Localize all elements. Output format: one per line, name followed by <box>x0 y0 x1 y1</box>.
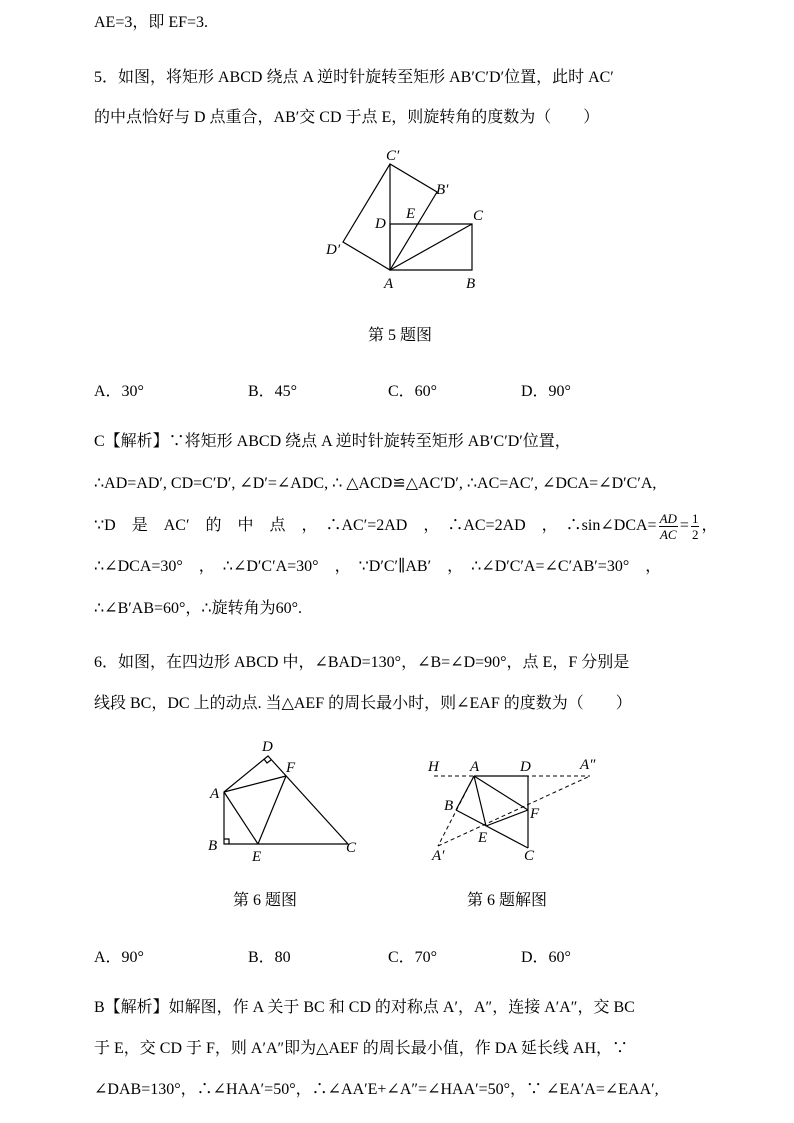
q6-option-d: D．60° <box>521 949 571 966</box>
solution-6-line-2: 于 E，交 CD 于 F，则 A′A″即为△AEF 的周长最小值，作 DA 延长线 AH，∵ <box>94 1040 629 1057</box>
solution-5-line-3-end: ， <box>701 517 718 534</box>
fig6sol-label-f: F <box>530 806 540 822</box>
fig6sol-label-b: B <box>444 798 454 814</box>
q5-option-c: C．60° <box>388 383 438 400</box>
fig6-label-f: F <box>286 760 296 776</box>
fig5-label-a: A <box>384 276 394 292</box>
q5-option-d: D．90° <box>521 383 571 400</box>
fig5-label-b-prime: B′ <box>436 182 449 198</box>
solution-5-line-1: C【解析】∵将矩形 ABCD 绕点 A 逆时针旋转至矩形 AB′C′D′位置， <box>94 433 571 450</box>
fig6sol-label-a-double-prime: A″ <box>580 757 596 773</box>
fraction-one-half-numerator: 1 <box>691 510 699 526</box>
equals-sign: = <box>679 517 689 534</box>
fig6sol-label-h: H <box>428 759 439 775</box>
fig6sol-label-d: D <box>520 759 531 775</box>
figure-6-solution-caption: 第 6 题解图 <box>467 892 548 909</box>
figure-6-caption: 第 6 题图 <box>233 892 298 909</box>
q6-option-c: C．70° <box>388 949 438 966</box>
figure-5-diagram <box>320 150 500 300</box>
fig6-label-e: E <box>252 849 262 865</box>
text-line-0: AE=3，即 EF=3. <box>94 14 209 31</box>
q5-option-b: B．45° <box>248 383 298 400</box>
solution-5-line-5: ∴∠B′AB=60°，∴旋转角为60°. <box>94 600 302 617</box>
solution-5-line-3 <box>94 508 717 544</box>
fraction-one-half <box>691 511 700 542</box>
fraction-ad-ac-numerator: AD <box>659 510 677 526</box>
q5-option-a: A．30° <box>94 383 144 400</box>
solution-5-line-2: ∴AD=AD′, CD=C′D′, ∠D′=∠ADC, ∴ △ACD≌△AC′D′, ∴AC=AC′, ∠DCA=∠D′C′A, <box>94 475 657 492</box>
solution-6-line-3: ∠DAB=130°，∴∠HAA′=50°，∴∠AA′E+∠A″=∠HAA′=50°，∵ ∠EA′A=∠EAA′, <box>94 1081 659 1098</box>
fig5-label-d: D <box>375 216 386 232</box>
fig5-label-b: B <box>466 276 476 292</box>
figure-6-solution-diagram <box>420 752 620 867</box>
fig6-label-b: B <box>208 838 218 854</box>
fig5-label-e: E <box>406 206 416 222</box>
fig5-label-d-prime: D′ <box>326 242 341 258</box>
fraction-ad-ac <box>659 511 678 542</box>
fig6-label-c: C <box>346 840 357 856</box>
solution-5-line-4: ∴∠DCA=30° ， ∴∠D′C′A=30° ， ∵D′C′∥AB′ ， ∴∠D′C′A=∠C′AB′=30° ， <box>94 558 662 575</box>
solution-6-line-1: B【解析】如解图，作 A 关于 BC 和 CD 的对称点 A′，A″，连接 A′A″，交 BC <box>94 999 635 1016</box>
fig5-label-c-prime: C′ <box>386 148 400 164</box>
fig6sol-label-e: E <box>478 830 488 846</box>
fraction-ad-ac-denominator: AC <box>659 526 677 542</box>
fraction-one-half-denominator: 2 <box>691 526 699 542</box>
question-5-line-2: 的中点恰好与 D 点重合，AB′交 CD 于点 E，则旋转角的度数为（ ） <box>94 109 600 126</box>
fig6sol-label-c: C <box>524 848 535 864</box>
question-6-line-2: 线段 BC，DC 上的动点. 当△AEF 的周长最小时，则∠EAF 的度数为（ ） <box>94 695 632 712</box>
fig6sol-label-a-prime: A′ <box>432 848 445 864</box>
q6-option-a: A．90° <box>94 949 144 966</box>
question-5-line-1: 5．如图，将矩形 ABCD 绕点 A 逆时针旋转至矩形 AB′C′D′位置，此时 AC′ <box>94 69 614 86</box>
fig6-label-d: D <box>262 739 273 755</box>
solution-5-line-3-text: ∵D 是 AC′ 的 中 点 ， ∴AC′=2AD ， ∴AC=2AD ， ∴sin∠DCA= <box>94 517 657 534</box>
figure-6-diagram <box>200 736 370 866</box>
q6-option-b: B．80 <box>248 949 291 966</box>
figure-5-caption: 第 5 题图 <box>368 327 433 344</box>
fig6sol-label-a: A <box>470 759 480 775</box>
fig6-label-a: A <box>210 786 220 802</box>
fig5-label-c: C <box>473 208 484 224</box>
question-6-line-1: 6．如图，在四边形 ABCD 中，∠BAD=130°，∠B=∠D=90°，点 E，F 分别是 <box>94 654 630 671</box>
